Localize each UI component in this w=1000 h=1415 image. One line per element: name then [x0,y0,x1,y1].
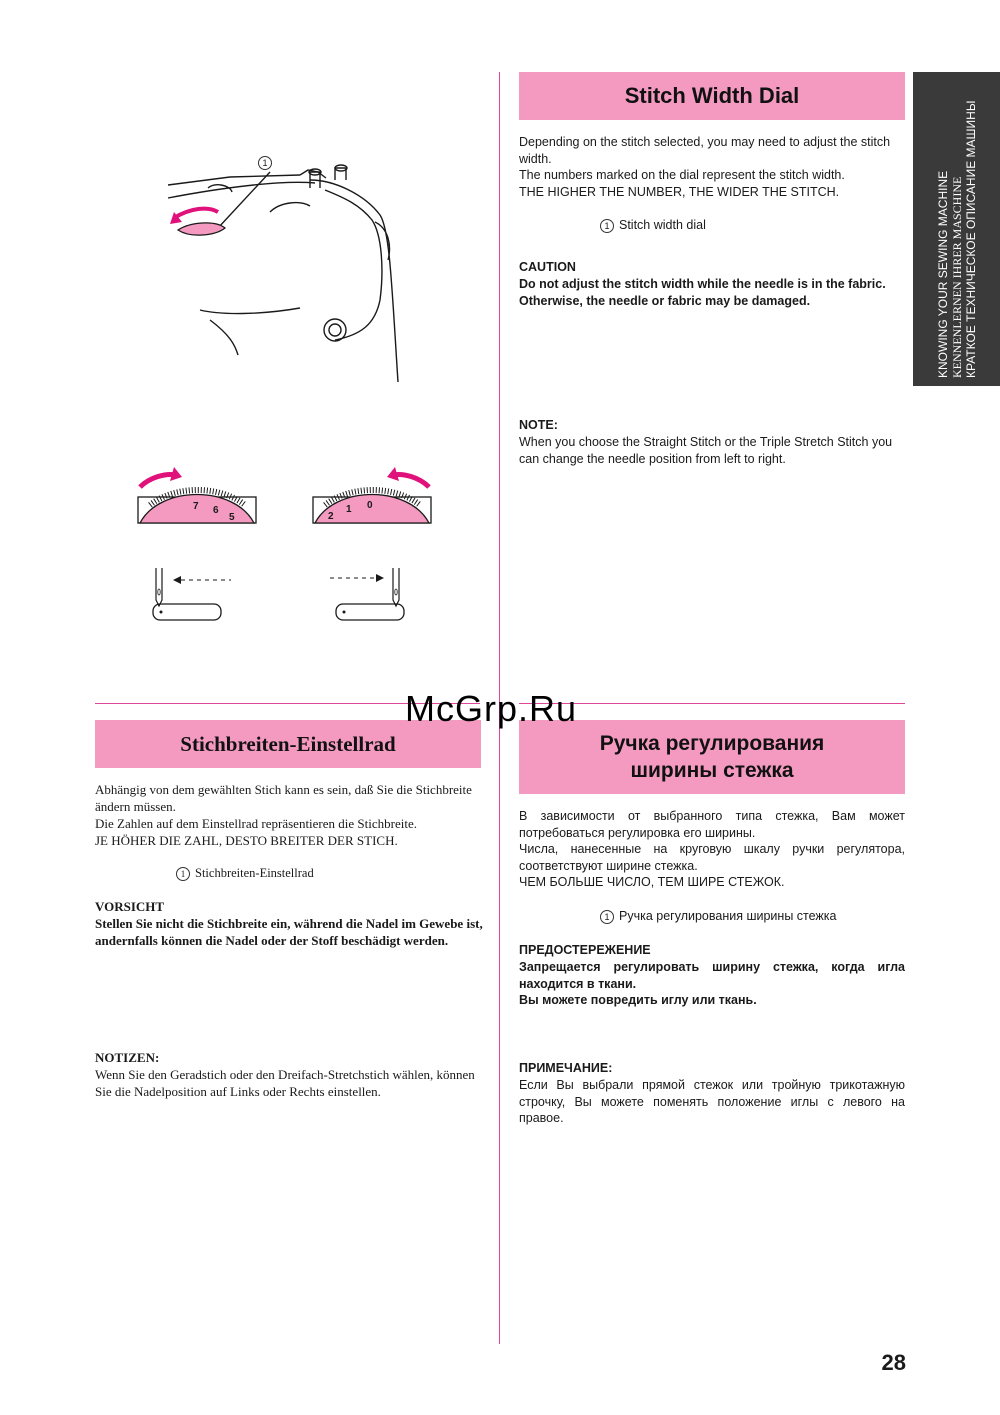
english-note-text: When you choose the Straight Stitch or the Triple Stretch Stitch you can change the needle position from left to right. [519,435,893,466]
russian-intro [519,808,905,891]
russian-caution-text-2: Вы можете повредить иглу или ткань. [519,993,757,1007]
dial-left-diagram [130,465,265,530]
english-intro [519,134,909,200]
german-caution-text: Stellen Sie nicht die Stichbreite ein, während die Nadel im Gewebe ist, andernfalls können die Nadel oder der Stoff beschädigt werden. [95,916,483,948]
english-note-heading: NOTE: [519,418,558,432]
russian-title-line-2: ширины стежка [630,759,794,782]
german-para-3: JE HÖHER DIE ZAHL, DESTO BREITER DER STICH. [95,833,398,848]
dial-left-number: 7 [193,501,199,512]
sewing-machine-illustration [160,150,410,385]
page-number: 28 [881,1350,906,1375]
needle-left-diagram [145,560,235,630]
russian-para-2: Числа, нанесенные на круговую шкалу ручки регулятора, соответствуют ширине стежка. [519,842,905,873]
german-intro [95,781,485,849]
russian-callout: 1 Ручка регулирования ширины стежка [600,909,836,924]
side-tab-russian: КРАТКОЕ ТЕХНИЧЕСКОЕ ОПИСАНИЕ МАШИНЫ [963,100,978,378]
english-callout: 1 Stitch width dial [600,218,706,233]
english-caution-heading: CAUTION [519,260,576,274]
section-side-tab [913,72,1000,386]
dial-right-number: 0 [367,500,373,511]
german-caution-heading: VORSICHT [95,899,165,914]
russian-section-title [519,720,905,794]
russian-para-3: ЧЕМ БОЛЬШЕ ЧИСЛО, ТЕМ ШИРЕ СТЕЖОК. [519,875,785,890]
german-callout: 1 Stichbreiten-Einstellrad [176,865,314,882]
english-para-3: THE HIGHER THE NUMBER, THE WIDER THE STITCH. [519,184,840,199]
side-tab-english: KNOWING YOUR SEWING MACHINE [935,170,950,378]
dial-right-number: 2 [328,511,334,522]
illustration-callout-1: 1 [258,155,277,170]
dial-right-number: 1 [346,504,352,515]
dial-highlight [178,223,225,235]
german-note-text: Wenn Sie den Geradstich oder den Dreifach-Stretchstich wählen, können Sie die Nadelposition auf Links oder Rechts einstellen. [95,1067,475,1099]
english-para-2: The numbers marked on the dial represent the stitch width. [519,168,845,183]
german-note-heading: NOTIZEN: [95,1050,160,1065]
dial-left-number: 5 [229,512,235,523]
watermark: McGrp.Ru [405,688,578,729]
dial-right-diagram [305,465,440,530]
dial-left-number: 6 [213,505,219,516]
english-para-1: Depending on the stitch selected, you may need to adjust the stitch width. [519,135,891,166]
russian-para-1: В зависимости от выбранного типа стежка, Вам может потребоваться регулировка его ширины. [519,809,905,840]
russian-caution-heading: ПРЕДОСТЕРЕЖЕНИЕ [519,943,651,957]
german-section-title: Stichbreiten-Einstellrad [95,720,481,768]
german-para-2: Die Zahlen auf dem Einstellrad repräsentieren die Stichbreite. [95,816,417,831]
english-caution-text: Do not adjust the stitch width while the needle is in the fabric. Otherwise, the needle or fabric may be damaged. [519,277,886,308]
russian-caution-text-1: Запрещается регулировать ширину стежка, когда игла находится в ткани. [519,960,905,991]
needle-right-diagram [328,560,418,630]
english-section-title: Stitch Width Dial [519,72,905,120]
russian-note-text: Если Вы выбрали прямой стежок или тройную трикотажную строчку, Вы можете поменять положение иглы с левого на правое. [519,1078,905,1126]
german-para-1: Abhängig von dem gewählten Stich kann es sein, daß Sie die Stichbreite ändern müssen. [95,782,472,814]
russian-title-line-1: Ручка регулирования [599,732,825,755]
russian-note-heading: ПРИМЕЧАНИЕ: [519,1061,613,1075]
side-tab-german: KENNENLERNEN IHRER MASCHINE [949,176,964,378]
